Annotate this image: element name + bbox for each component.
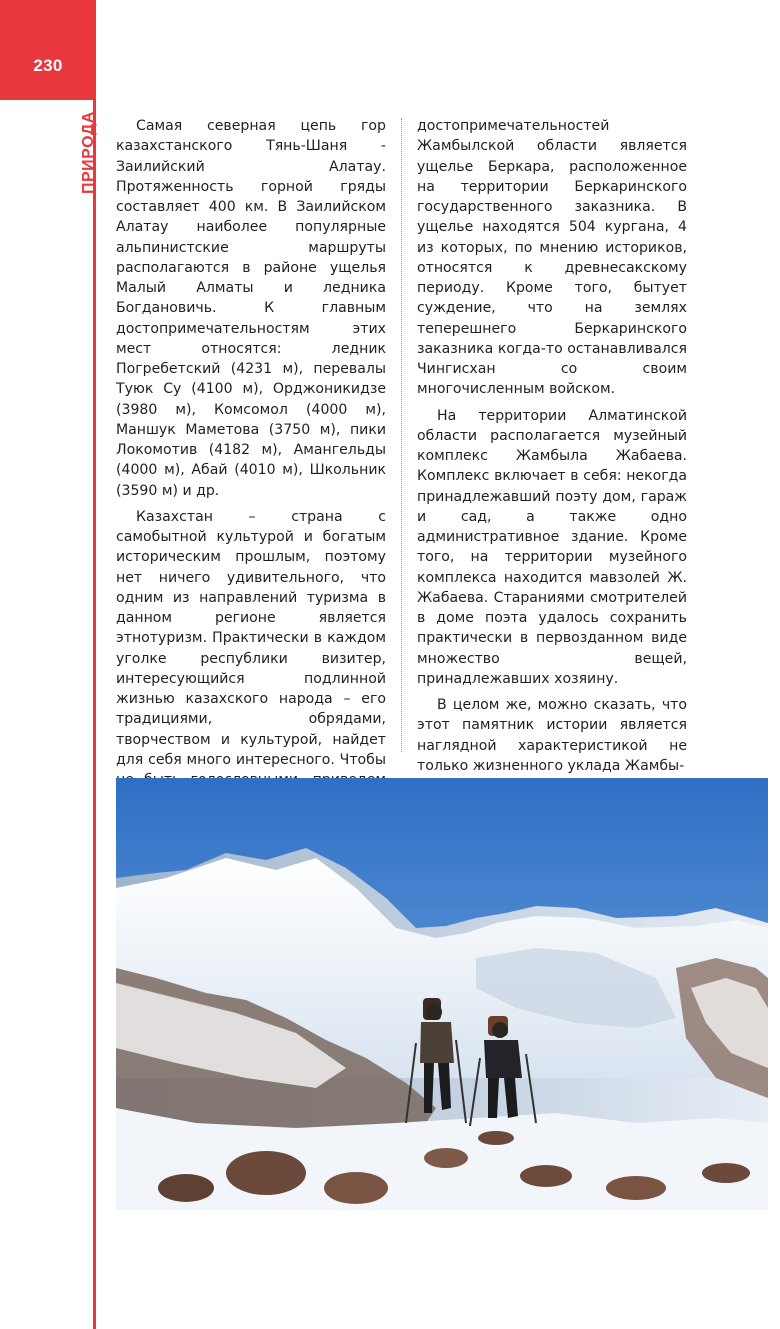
page-number-tab [0,0,96,100]
section-label: ПРИРОДА [80,111,97,194]
text-column-right [417,116,687,782]
paragraph-continued: достопримечательностей Жамбылской области является ущелье Беркара, расположенное на территории Беркаринского государственного заказника. В ущелье находятся 504 кургана, 4 из которых, по мнению историков, относятся к древнесакскому периоду. Кроме того, бытует суждение, что на землях теперешнего Беркаринского заказника когда-то останавливался Чингисхан со своим многочисленным войском. [417,118,687,398]
paragraph: Казахстан – страна с самобытной культурой и богатым историческим прошлым, поэтому нет ничего удивительного, что одним из направлений туризма в данном регионе является этнотуризм. Практически в каждом уголке республики визитер, интересующийся подлинной жизнью казахского народа – его традициями, обрядами, творчеством и культурой, найдет для себя много интересного. Чтобы [116,508,386,768]
column-divider [401,118,402,752]
margin-rule [93,100,96,1329]
paragraph: Самая северная цепь гор казахстанского Тянь-Шаня - Заилийский Алатау. Протяженность горной гряды составляет 400 км. В Заилийском Алатау наиболее популярные альпинистские маршруты располагаются в районе ущелья Малый Алматы и ледника Богдановичь. К главным достопримечательностям этих мест относятся: ледник Погребетский (4231 м), перевалы Туюк Су (4100 м), Орджоникидзе (3980 м), Комсомол (4000 м), Маншук Маметова (3750 м), пики Локомотив (4182 м), Амангельды (4000 м), Абай (4010 м), Школьник (3590 м) и др. [116,118,386,499]
paragraph: В целом же, можно сказать, что этот памятник истории является наглядной характеристикой не только жизненного уклада Жамбы- [417,697,687,774]
paragraph: На территории Алматинской области располагается музейный комплекс Жамбыла Жабаева. Комплекс включает в себя: некогда принадлежавший поэту дом, гараж и сад, а также одно административное здание. Кроме того, на территории музейного комплекса находится мавзолей Ж. Жабаева. Стараниями смотрителей в доме поэта удалось сохранить практически в первозданном виде множество вещей, принадлежавших хозяину. [417,407,687,687]
text-column-left [116,116,386,837]
mountain-hikers-photo [116,778,768,1210]
page-number: 230 [33,56,63,75]
